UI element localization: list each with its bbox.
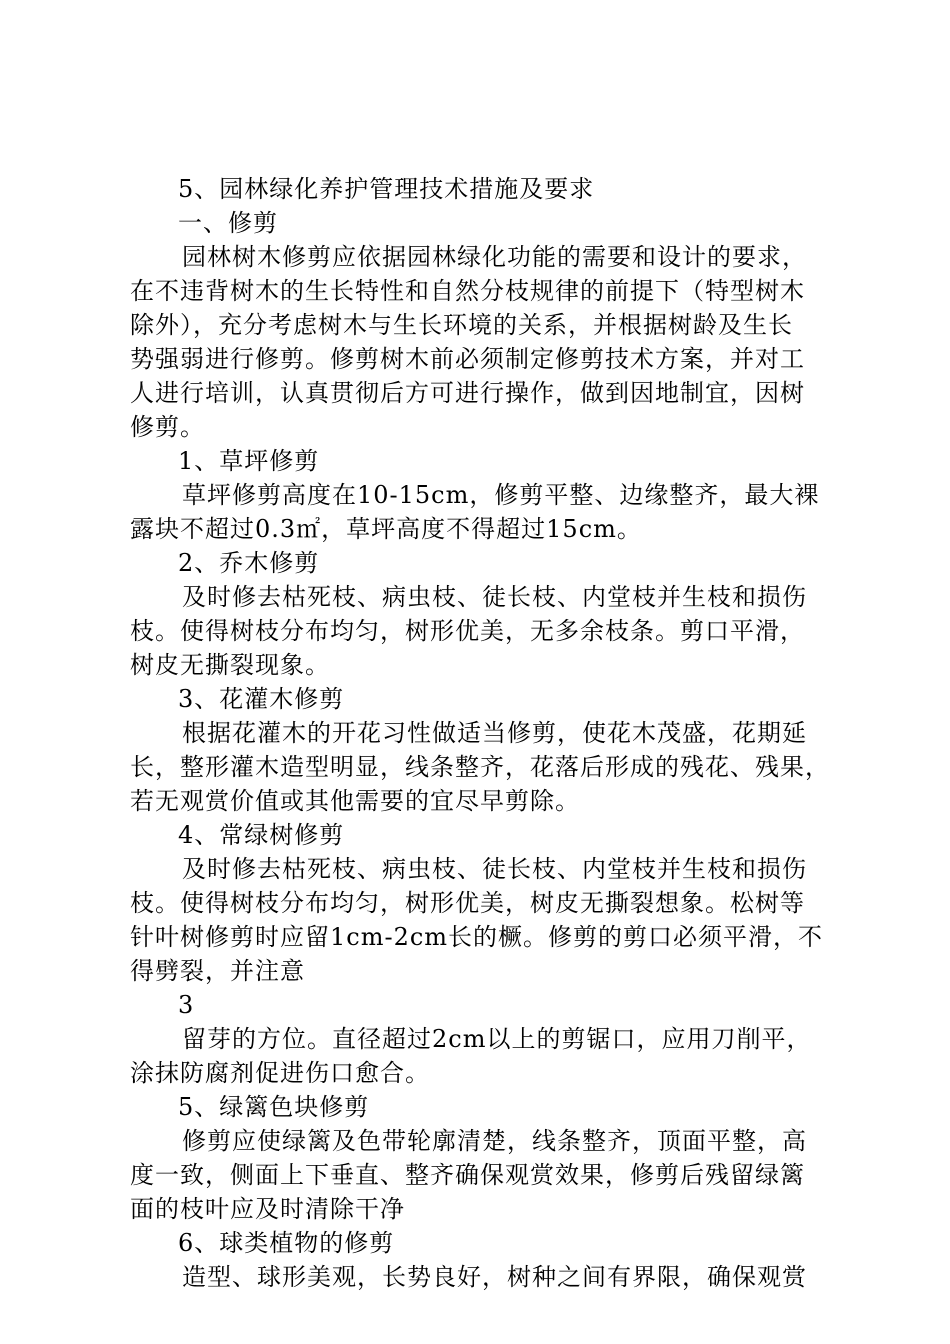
- paragraph-line: 度一致，侧面上下垂直、整齐确保观赏效果，修剪后残留绿篱: [130, 1161, 805, 1189]
- paragraph-line: 修剪。: [130, 413, 205, 441]
- paragraph-line: 枝。使得树枝分布均匀，树形优美，无多余枝条。剪口平滑，: [130, 617, 805, 645]
- paragraph-line: 势强弱进行修剪。修剪树木前必须制定修剪技术方案，并对工: [130, 345, 805, 373]
- paragraph-line: 枝。使得树枝分布均匀，树形优美，树皮无撕裂想象。松树等: [130, 889, 805, 917]
- section-heading: 6、球类植物的修剪: [178, 1229, 395, 1257]
- paragraph-line: 针叶树修剪时应留1cm-2cm长的橛。修剪的剪口必须平滑，不: [130, 923, 824, 951]
- paragraph-first-line: 草坪修剪高度在10-15cm，修剪平整、边缘整齐，最大裸: [182, 481, 820, 509]
- section-heading: 2、乔木修剪: [178, 549, 320, 577]
- paragraph-line: 长，整形灌木造型明显，线条整齐，花落后形成的残花、残果，: [130, 753, 830, 781]
- document-body: [130, 172, 830, 1294]
- paragraph-first-line: 修剪应使绿篱及色带轮廓清楚，线条整齐，顶面平整，高: [182, 1127, 807, 1155]
- paragraph-first-line: 及时修去枯死枝、病虫枝、徒长枝、内堂枝并生枝和损伤: [182, 583, 807, 611]
- page-number: 3: [178, 991, 195, 1019]
- section-heading: 1、草坪修剪: [178, 447, 320, 475]
- paragraph-line: 涂抹防腐剂促进伤口愈合。: [130, 1059, 430, 1087]
- paragraph-line: 面的枝叶应及时清除干净: [130, 1195, 405, 1223]
- paragraph-first-line: 及时修去枯死枝、病虫枝、徒长枝、内堂枝并生枝和损伤: [182, 855, 807, 883]
- paragraph-line: 树皮无撕裂现象。: [130, 651, 330, 679]
- section-heading: 3、花灌木修剪: [178, 685, 345, 713]
- paragraph-first-line: 造型、球形美观，长势良好，树种之间有界限，确保观赏: [182, 1263, 807, 1291]
- paragraph-first-line: 园林树木修剪应依据园林绿化功能的需要和设计的要求，: [182, 243, 807, 271]
- paragraph-line: 若无观赏价值或其他需要的宜尽早剪除。: [130, 787, 580, 815]
- paragraph-line: 在不违背树木的生长特性和自然分枝规律的前提下（特型树木: [130, 277, 805, 305]
- section-heading: 4、常绿树修剪: [178, 821, 345, 849]
- section-heading: 5、园林绿化养护管理技术措施及要求: [178, 175, 595, 203]
- paragraph-first-line: 根据花灌木的开花习性做适当修剪，使花木茂盛，花期延: [182, 719, 807, 747]
- paragraph-line: 人进行培训，认真贯彻后方可进行操作，做到因地制宜，因树: [130, 379, 805, 407]
- section-heading: 一、修剪: [178, 209, 278, 237]
- paragraph-line: 除外），充分考虑树木与生长环境的关系，并根据树龄及生长: [130, 311, 793, 339]
- paragraph-line: 得劈裂，并注意: [130, 957, 305, 985]
- section-heading: 5、绿篱色块修剪: [178, 1093, 370, 1121]
- paragraph-first-line: 留芽的方位。直径超过2cm以上的剪锯口，应用刀削平，: [182, 1025, 812, 1053]
- paragraph-line: 露块不超过0.3㎡，草坪高度不得超过15cm。: [130, 515, 642, 543]
